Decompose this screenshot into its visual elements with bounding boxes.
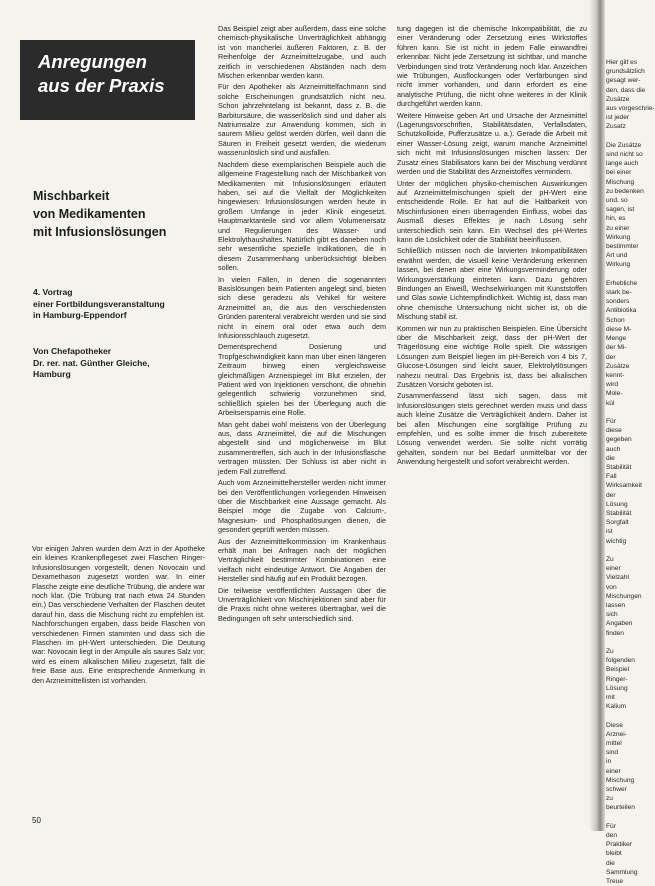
text-line: Angaben xyxy=(606,620,633,628)
text-line: Mischung xyxy=(606,178,635,186)
text-line: Kalium xyxy=(606,703,627,711)
text-line xyxy=(606,813,654,822)
text-line: hin, es xyxy=(606,215,626,223)
section-banner xyxy=(20,40,195,120)
text-line: Ringer- xyxy=(606,675,628,683)
paragraph: Zusammenfassend lässt sich sagen, dass mit Infusionslösungen stets gerechnet werden muss und dass auch kleine Zusätze die Verträglichkeit ändern. Daher ist bei allen Mischungen eine sorgfältige Prüfung zu empfehlen, und es sollte immer die frisch zubereitete Lösung verwendet werden. Sie sollte nicht vorrätig gehalten, sondern nur bei Bedarf unmittelbar vor der Anwendung hergestellt und sofort verabreicht werden. xyxy=(397,391,587,467)
text-line xyxy=(606,711,654,720)
text-line: grundsätzlich xyxy=(606,68,645,76)
text-line: Praktiker xyxy=(606,841,633,849)
text-line: sagen, ist xyxy=(606,206,635,214)
text-line: Zusatz xyxy=(606,123,626,131)
paragraph: Schließlich müssen noch die larvierten Inkompatibilitäten erwähnt werden, die visuell keine Veränderung erkennen lassen, bei denen aber eine Wirkungsverminderung oder Wirkungsverstärkung eintreten kann. Dazu gehören Bindungen an Eiweiß, Wechselwirkungen mit Kunststoffen und Glas sowie Lichtempfindlichkeit. Wichtig ist, dass man ohne chemische Untersuchung nicht sicher ist, ob die Mischung stabil ist. xyxy=(397,246,587,322)
text-line: Treue xyxy=(606,878,623,886)
text-line: Lösung xyxy=(606,500,628,508)
text-line: Wirkung xyxy=(606,261,631,269)
author-byline: Von Chefapotheker Dr. rer. nat. Günther Gleiche, Hamburg xyxy=(33,346,150,379)
text-line xyxy=(606,408,654,417)
paragraph: Die teilweise veröffentlichten Aussagen über die Unverträglichkeit von Mischinjektionen sind aber für die Praxis nicht ohne weiteres übertragbar, weil die Bedingungen oft sehr unterschiedlich sind. xyxy=(218,585,386,623)
text-line: Mischung xyxy=(606,776,635,784)
text-line: Diese xyxy=(606,721,623,729)
text-line: Zusätze xyxy=(606,95,630,103)
text-line: ist jeder xyxy=(606,114,630,122)
text-line: bleibt xyxy=(606,850,622,858)
text-line: Wirkung xyxy=(606,233,631,241)
text-line: Schon xyxy=(606,316,625,324)
text-line: schwer xyxy=(606,786,627,794)
text-line: der xyxy=(606,353,616,361)
text-line: einer xyxy=(606,767,621,775)
text-line: diese M- xyxy=(606,325,632,333)
text-line: den, dass die xyxy=(606,86,646,94)
text-line: gegeben xyxy=(606,436,632,444)
text-line: ist xyxy=(606,528,613,536)
text-line: Lösung xyxy=(606,684,628,692)
lecture-subtitle: 4. Vortrag einer Fortbildungsveranstaltung in Hamburg-Eppendorf xyxy=(33,287,165,320)
text-line: lange auch xyxy=(606,160,639,168)
text-line: wird xyxy=(606,381,619,389)
text-line: sind nicht so xyxy=(606,151,643,159)
text-line: der Mi- xyxy=(606,344,627,352)
text-line: zu xyxy=(606,795,613,803)
text-line: Mischungen xyxy=(606,592,642,600)
text-line: Art und xyxy=(606,252,628,260)
text-line: lassen xyxy=(606,601,626,609)
text-line: den xyxy=(606,832,618,840)
text-line: von xyxy=(606,583,617,591)
text-line: mittel xyxy=(606,740,622,748)
text-line: Vielzahl xyxy=(606,574,629,582)
paragraph: In vielen Fällen, in denen die sogenannten Basislösungen beim Patienten angelegt sind, bieten sich diese geradezu als Vehikel für weitere Arzneimittel an, die aus den verschiedensten Gründen parenteral verabreicht werden und sie sind nicht in einem oral oder etwa auch dem Infusionsschlauch zugesetzt. xyxy=(218,274,386,340)
text-line: Menge xyxy=(606,335,627,343)
paragraph: Weitere Hinweise geben Art und Ursache der Arzneimittel (Lagerungsvorschriften, Stabilitätsdaten, Verfallsdaten, Schutzkolloide, Pufferzusätze u. a.). Gerade die Arbeit mit einer Wasser-Lösung zeigt, warum manche Arzneimittel sich nicht mit Infusionslösungen mischen lassen: Der Zusatz eines Stabilisators kann bei der Mischung verdünnt werden und die Stabilität des Arzneistoffes vermindern. xyxy=(397,110,587,177)
text-line: Stabilität xyxy=(606,509,632,517)
text-line: Zu xyxy=(606,648,614,655)
text-line: der xyxy=(606,491,616,499)
text-line: sich xyxy=(606,611,618,619)
text-line: Wirksamkeit xyxy=(606,482,642,490)
text-line: Arznei- xyxy=(606,730,627,738)
article-title: Mischbarkeit von Medikamenten mit Infusionslösungen xyxy=(33,189,167,239)
paragraph: Aus der Arzneimittelkommission im Krankenhaus erhält man bei Anfragen nach der möglichen Verträglichkeit bestimmter Kombinationen eine vielfach nicht eindeutige Antwort. Die Angaben der Hersteller sind häufig auf ein Produkt bezogen. xyxy=(218,536,386,584)
text-line: Hier gilt es xyxy=(606,59,638,66)
text-line: Sorgfalt xyxy=(606,519,629,527)
text-line xyxy=(606,546,654,555)
paragraph: Unter der möglichen physiko-chemischen Auswirkungen auf Arzneimittelmischungen spielt der pH-Wert eine entscheidende Rolle. Er hat auf die Haltbarkeit von Mischinfusionen einen überragenden Einfluss, wobei das Ausmaß dieses Effektes je nach Lösung sehr unterschiedlich sein kann. Ein Wechsel des pH-Wertes kann die Löslichkeit oder die Stabilität beeinflussen. xyxy=(397,178,587,244)
text-line: kennt- xyxy=(606,371,625,379)
text-line: Für xyxy=(606,417,616,425)
text-line: gesagt wer- xyxy=(606,77,641,85)
text-line: mit xyxy=(606,694,615,702)
text-line: sind xyxy=(606,749,619,757)
text-line: und, so xyxy=(606,197,628,205)
text-line: bestimmter xyxy=(606,243,639,251)
paragraph: Man geht dabei wohl meistens von der Überlegung aus, dass Arzneimittel, die auf die Mischungen abgestellt sind und möglicherweise im Blut zusammentreffen, sich auch in der Infusionsflasche vertragen müssten. Der Schluss ist aber nicht in jedem Fall zutreffend. xyxy=(218,419,386,476)
text-line: kül xyxy=(606,399,615,407)
text-line: beurteilen xyxy=(606,804,635,812)
text-line: diese xyxy=(606,427,622,435)
text-line: Beispiel xyxy=(606,666,630,674)
text-line: aus vorgeschrie- xyxy=(606,105,655,113)
text-line: auch xyxy=(606,445,621,453)
text-column-3 xyxy=(397,24,587,820)
text-line: Zusätze xyxy=(606,362,630,370)
text-line: zu bedenken xyxy=(606,187,644,195)
text-line: Fall xyxy=(606,473,617,481)
text-line: Für xyxy=(606,822,616,830)
text-line: stark be- xyxy=(606,289,632,297)
text-line: Antibiotika xyxy=(606,307,637,315)
paragraph: Vor einigen Jahren wurden dem Arzt in der Apotheke ein kleines Krankenpflegeset zwei Flaschen Ringer-Infusionslösungen vorgestellt, denen Novocain und Dexamethason zugesetzt worden war. In einer Flasche zeigte eine deutliche Trübung, die andere war noch klar. (Die Trübung trat nach etwa 24 Stunden ein.) Das verschiedene Verhalten der Flaschen deutet darauf hin, dass die Mischung nicht zu empfehlen ist. Nachforschungen ergaben, dass beide Flaschen von verschiedenen Firmen stammten und dass sich die Flaschen im pH-Wert unterschieden. Die Deutung war: Novocain liegt in der Ampulle als saures Salz vor; wird es einem alkalischen Milieu zugesetzt, fällt die freie Base aus. Eine entsprechende Anmerkung in den Arzneimittellisten ist vorhanden. xyxy=(32,544,205,685)
paragraph: tung dagegen ist die chemische Inkompatibilität, die zu einer Veränderung oder Zersetzung eines Wirkstoffes führen kann. Sie ist nicht in jedem Falle einwandfrei erkennbar. Nicht jede Zersetzung ist sichtbar, und manche Verbindungen sind trotz Veränderung noch klar. Anzeichen wie Trübungen, Ausflockungen oder Verfärbungen sind nicht immer vorhanden, und dann erfordert es eine analytische Prüfung, die nicht ohne weiteres in der Klinik durchgeführt werden kann. xyxy=(397,24,587,109)
text-line: folgenden xyxy=(606,657,635,665)
text-column-4-partial xyxy=(606,58,655,886)
text-line: Sammlung xyxy=(606,868,638,876)
text-line: die xyxy=(606,859,615,867)
paragraph: Kommen wir nun zu praktischen Beispielen. Eine Übersicht über die Mischbarkeit zeigt, dass der pH-Wert der Trägerlösung eine wichtige Rolle spielt. Die wässrigen Lösungen zum Beispiel liegen im pH-Bereich von 4 bis 7, Glucose-Lösungen sind leicht sauer, Elektrolytlösungen nahezu neutral. Das Ergebnis ist, dass bei alkalischen Zusätzen Vorsicht geboten ist. xyxy=(397,323,587,390)
paragraph: Für den Apotheker als Arzneimittelfachmann sind solche Erscheinungen grundsätzlich nicht neu. Schon jahrzehntelang ist bekannt, dass z. B. die Barbitursäure, die wasserlöslich sind und daher als Natriumsalze zur Anwendung kommen, sich in saurem Milieu gelöst werden dürfen, weil dann die Säuren in Freiheit gesetzt werden, die wiederum wasserunlöslich sind und ausfallen. xyxy=(218,82,386,158)
text-line: Mole- xyxy=(606,390,623,398)
text-column-1 xyxy=(32,544,205,819)
paragraph: Dementsprechend Dosierung und Tropfgeschwindigkeit kann man über einen längeren Zeitraum hinweg einen vergleichsweise gleichmäßigen Arzneispiegel im Blut erzielen, der Patient wird von Injektionen verschont, die ohnehin gelegentlich schwierig vorzunehmen sind, schließlich spielen bei der Überlegung auch die Arbeitsersparnis eine Rolle. xyxy=(218,342,386,418)
text-column-2 xyxy=(218,24,386,820)
text-line: sonders xyxy=(606,298,630,306)
text-line: finden xyxy=(606,629,624,637)
text-line: zu einer xyxy=(606,224,630,232)
text-line: Erhebliche xyxy=(606,279,638,287)
text-line xyxy=(606,270,654,279)
page-fold-shadow xyxy=(589,0,605,831)
section-title: Anregungen aus der Praxis xyxy=(38,51,165,96)
paragraph: Das Beispiel zeigt aber außerdem, dass eine solche chemisch-physikalische Unverträglichkeit abhängig ist von mancherlei äußeren Faktoren, z. B. der Reihenfolge der Arzneimittelzugabe, und auch zeitlich in verschiedenen Abständen nach dem Mischen erkennbar werden kann. xyxy=(218,24,386,81)
paragraph: Nachdem diese exemplarischen Beispiele auch die allgemeine Fragestellung nach der Mischbarkeit von Medikamenten mit Infusionslösungen erläutert haben, sei auf die Vielfalt der Möglichkeiten hingewiesen: Infusionslösungen werden heute in großem Umfange in jeder Klinik eingesetzt. Hauptmarktanteile sind vor allem Volumenersatz und Regulierungen des Wasser- und Elektrolythaushaltes. Natürlich gibt es daneben noch sehr wesentliche spezielle Indikationen, die in diesem Zusammenhang unberücksichtigt bleiben sollen. xyxy=(218,159,386,273)
text-line: die xyxy=(606,454,615,462)
text-line: in xyxy=(606,758,612,766)
text-line: Die Zusätze xyxy=(606,141,642,149)
paragraph: Auch vom Arzneimittelhersteller werden nicht immer bei den Veröffentlichungen vorliegenden Hinweisen über die Mischbarkeit eine Aussage gemacht. Als Beispiel möge die Zugabe von Calcium-, Magnesium- und Phosphatlösungen dienen, die gesondert geprüft werden müssen. xyxy=(218,478,386,535)
text-line: Stabilität xyxy=(606,463,632,471)
text-line: Zu xyxy=(606,555,614,563)
text-line xyxy=(606,132,654,141)
text-line: einer xyxy=(606,565,621,573)
text-line: wichtig xyxy=(606,537,627,545)
text-line xyxy=(606,638,654,647)
text-line: bei einer xyxy=(606,169,632,177)
page-number: 50 xyxy=(32,816,41,825)
